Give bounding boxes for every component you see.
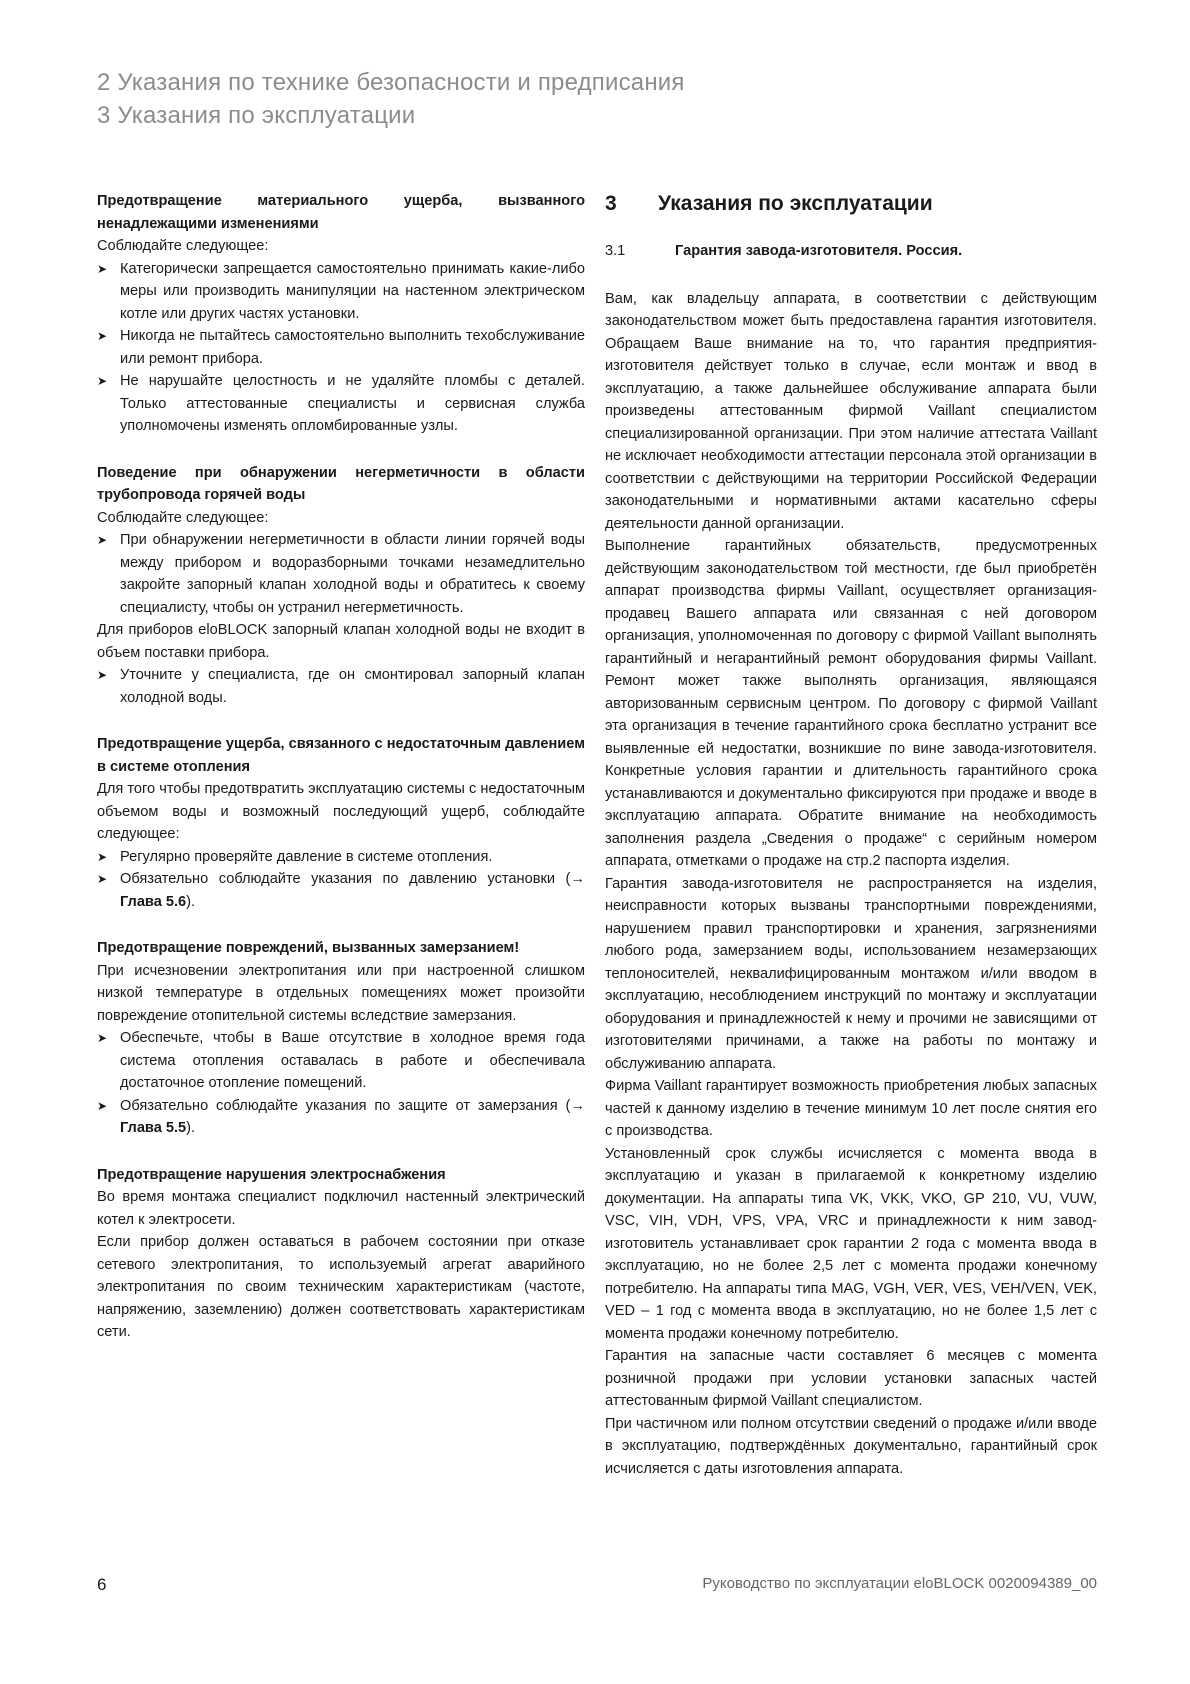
- warranty-paragraph: Вам, как владельцу аппарата, в соответствии с действующим законодательством может быть предоставлена гарантия изготовителя. Обращаем Ваше внимание на то, что гарантия предприятия-изготовителя действует только в случае, если монтаж и ввод в эксплуатацию, а также дальнейшее обслуживание аппарата были произведены аттестованным фирмой Vaillant специалистом специализированной организации. При этом наличие аттестата Vaillant не исключает необходимости аттестации персонала этой организации в соответствии с действующими на территории Российской Федерации законодательными и нормативными актами касательно сферы деятельности данной организации.: [605, 290, 1097, 532]
- section-title: Предотвращение повреждений, вызванных замерзанием!: [97, 940, 520, 956]
- warranty-paragraph: Гарантия на запасные части составляет 6 месяцев с момента розничной продажи при условии установки запасных частей аттестованным фирмой Vaillant специалистом.: [605, 1348, 1097, 1409]
- warranty-text: [605, 288, 1097, 1481]
- warranty-paragraph: Выполнение гарантийных обязательств, предусмотренных действующим законодательством той местности, где был приобретён аппарат производства фирмы Vaillant, осуществляет организация-продавец Вашего аппарата или связанная с ней договором организация, уполномоченная по договору с фирмой Vaillant выполнять гарантийный и негарантийный ремонт оборудования фирмы Vaillant. Ремонт может также выполнять организация, являющаяся авторизованным сервисным центром. По договору с фирмой Vaillant эта организация в течение гарантийного срока бесплатно устранит все выявленные ей недостатки, возникшие по вине завода-изготовителя. Конкретные условия гарантии и длительность гарантийного срока устанавливаются и документально фиксируются при продаже и вводе в эксплуатацию аппарата. Обратите внимание на необходимость заполнения раздела „Сведения о продаже“ с серийным номером аппарата, отметками о продаже на стр.2 паспорта изделия.: [605, 538, 1097, 869]
- warranty-paragraph: Установленный срок службы исчисляется с момента ввода в эксплуатацию и указан в прилагаемой к конкретному изделию документации. На аппараты типа VK, VKK, VKO, GP 210, VU, VUW, VSC, VIH, VDH, VPS, VPA, VRC и принадлежности к ним завод-изготовитель устанавливает срок гарантии 2 года с момента ввода в эксплуатацию, но не более 2,5 лет с момента продажи конечному потребителю. На аппараты типа MAG, VGH, VER, VES, VEH/VEN, VEK, VED – 1 год с момента ввода в эксплуатацию, но не более 1,5 лет с момента продажи конечному потребителю.: [605, 1145, 1097, 1342]
- section-low-pressure: [97, 733, 585, 913]
- instruction-list: [97, 529, 585, 619]
- section-note: Для приборов eloBLOCK запорный клапан холодной воды не входит в объем поставки прибора.: [97, 622, 585, 661]
- chapter-reference[interactable]: (→ Глава 5.5).: [120, 1097, 585, 1136]
- warranty-paragraph: Гарантия завода-изготовителя не распространяется на изделия, неисправности которых вызваны транспортными повреждениями, нарушением правил транспортировки и хранения, загрязнениями любого рода, замерзанием воды, использованием незамерзающих теплоносителей, неквалифицированным монтажом и/или вводом в эксплуатацию, несоблюдением инструкций по монтажу и эксплуатации оборудования и принадлежностей к нему и прочими не зависящими от изготовителями причинами, а также на работы по монтажу и обслуживанию аппарата.: [605, 875, 1097, 1072]
- chapter-link[interactable]: Глава 5.5: [120, 1120, 187, 1136]
- list-item: ➤ Обеспечьте, чтобы в Ваше отсутствие в холодное время года система отопления оставалась в работе и обеспечивала достаточное отопление помещений.: [97, 1027, 585, 1095]
- list-item: ➤ Регулярно проверяйте давление в системе отопления.: [97, 846, 585, 869]
- chapter-reference[interactable]: (→ Глава 5.6).: [120, 871, 585, 910]
- section-intro: Соблюдайте следующее:: [97, 238, 269, 254]
- chapter-link[interactable]: Глава 5.6: [120, 893, 187, 910]
- list-item: ➤ Никогда не пытайтесь самостоятельно выполнить техобслуживание или ремонт прибора.: [97, 325, 585, 370]
- chapter-heading: [605, 190, 1097, 218]
- page-header: [97, 66, 685, 132]
- list-item: ➤ Не нарушайте целостность и не удаляйте пломбы с деталей. Только аттестованные специалисты и сервисная служба уполномочены изменять опломбированные узлы.: [97, 370, 585, 438]
- instruction-list: [97, 664, 585, 709]
- arrow-right-icon: →: [570, 1097, 585, 1114]
- chapter-number: 3: [605, 192, 617, 215]
- section-frost: [97, 937, 585, 1140]
- section-title: Предотвращение материального ущерба, вызванного ненадлежащими изменениями: [97, 193, 585, 232]
- header-line-2: 3 Указания по эксплуатации: [97, 102, 416, 129]
- section-paragraph: Во время монтажа специалист подключил настенный электрический котел к электросети.: [97, 1189, 585, 1228]
- list-item: ➤ Категорически запрещается самостоятельно принимать какие-либо меры или производить манипуляции на настенном электрическом котле или других частях установки.: [97, 258, 585, 326]
- page-number: 6: [97, 1575, 107, 1594]
- list-item: [97, 1095, 585, 1140]
- section-material-damage: [97, 190, 585, 438]
- section-title: Поведение при обнаружении негерметичности в области трубопровода горячей воды: [97, 464, 585, 503]
- instruction-list: [97, 258, 585, 438]
- warranty-paragraph: При частичном или полном отсутствии сведений о продаже и/или вводе в эксплуатацию, подтверждённых документально, гарантийный срок исчисляется с даты изготовления аппарата.: [605, 1415, 1097, 1477]
- subsection-title: Гарантия завода-изготовителя. Россия.: [675, 243, 963, 259]
- subsection-number: 3.1: [605, 243, 626, 259]
- warranty-paragraph: Фирма Vaillant гарантирует возможность приобретения любых запасных частей к данному изделию в течение минимум 10 лет после снятия его с производства.: [605, 1078, 1097, 1139]
- section-title: Предотвращение ущерба, связанного с недостаточным давлением в системе отопления: [97, 736, 585, 775]
- right-column: [605, 190, 1097, 1480]
- instruction-list: [97, 1027, 585, 1140]
- list-item-text: Обязательно соблюдайте указания по защите от замерзания: [120, 1097, 558, 1114]
- section-paragraph: Если прибор должен оставаться в рабочем состоянии при отказе сетевого электропитания, то используемый агрегат аварийного электропитания по своим техническим характеристикам (частоте, напряжению, заземлению) должен соответствовать характеристикам сети.: [97, 1234, 585, 1340]
- instruction-list: [97, 846, 585, 914]
- list-item: [97, 868, 585, 913]
- section-intro: При исчезновении электропитания или при настроенной слишком низкой температуре в отдельных помещениях может произойти повреждение отопительной системы вследствие замерзания.: [97, 962, 585, 1024]
- list-item: ➤ При обнаружении негерметичности в области линии горячей воды между прибором и водоразборными точками незамедлительно закройте запорный клапан холодной воды и обратитесь к своему специалисту, чтобы он устранил негерметичность.: [97, 529, 585, 619]
- section-hot-water-leak: [97, 462, 585, 710]
- arrow-right-icon: →: [570, 871, 585, 887]
- chapter-title: Указания по эксплуатации: [658, 192, 933, 215]
- section-power-supply: [97, 1164, 585, 1344]
- subsection-heading: [605, 240, 1097, 263]
- footer-document-title: Руководство по эксплуатации eloBLOCK 0020094389_00: [702, 1575, 1097, 1592]
- left-column: [97, 190, 585, 1368]
- list-item: ➤ Уточните у специалиста, где он смонтировал запорный клапан холодной воды.: [97, 664, 585, 709]
- section-intro: Для того чтобы предотвратить эксплуатацию системы с недостаточным объемом воды и возможный последующий ущерб, соблюдайте следующее:: [97, 781, 585, 842]
- section-title: Предотвращение нарушения электроснабжения: [97, 1166, 446, 1183]
- list-item-text: Обязательно соблюдайте указания по давлению установки: [120, 871, 555, 887]
- header-line-1: 2 Указания по технике безопасности и предписания: [97, 69, 685, 96]
- section-intro: Соблюдайте следующее:: [97, 509, 269, 526]
